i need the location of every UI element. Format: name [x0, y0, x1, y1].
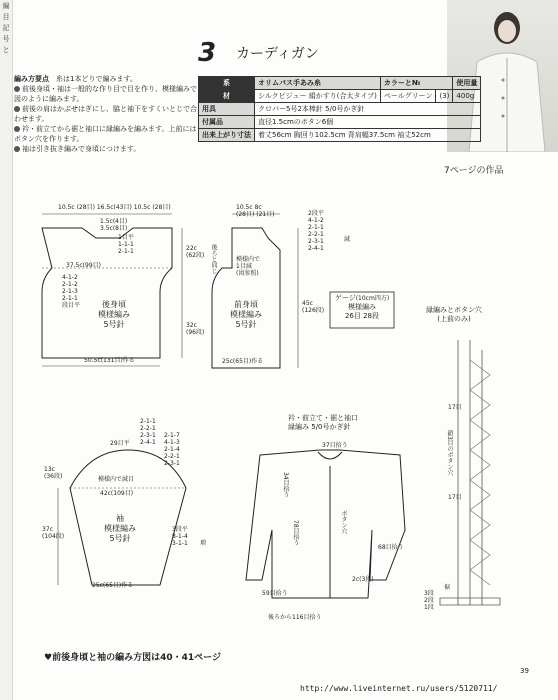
yarn-brand: オリムパス手あみ糸	[255, 77, 381, 90]
sleeve-cap-rows-2: 2-1-7 4-1-3 2-1-4 2-2-1 2-3-1	[164, 432, 180, 467]
back-neck-dims: 1.5c(4目) 3.5c(8目)	[100, 218, 128, 232]
tools-label: 用具	[199, 103, 255, 116]
notes-yarn-note: 糸は1本どりで編みます。	[56, 75, 137, 83]
front-cast-on: 25c(65目)作る	[222, 358, 264, 365]
strip-char: 編	[2, 2, 10, 10]
note-item: 前後の肩はかぶせはぎにし、脇と袖下をすくいとじで合わせます。	[14, 105, 197, 123]
hem-pick-front: 59目拾う	[262, 590, 288, 597]
yarn-quantity: 400g	[453, 90, 481, 103]
front-height: 45c (126段)	[302, 300, 325, 314]
buttonhole-label: ボタン穴	[340, 510, 347, 534]
tools-value: クロバー5号2本棒針 5/0号かぎ針	[255, 103, 481, 116]
strip-char: 目	[2, 13, 10, 21]
sleeve-cap-note: 模様内で減目	[98, 476, 135, 483]
buttonhole-chain-note: 鎖3目のボタン穴	[446, 430, 453, 476]
strip-char: 号	[2, 35, 10, 43]
front-body-label: 前身頃 模様編み 5号針	[230, 300, 262, 329]
buttonhole-corner: 裾	[444, 584, 451, 591]
sleeve-inc-label: 増	[200, 540, 207, 547]
gauge-label: ゲージ(10cm四方) 模様編み 26目 28段	[334, 294, 390, 320]
quantity-header: 使用量	[453, 77, 481, 90]
front-neck-dec: 減	[344, 236, 351, 243]
color-header: カラーと№	[380, 77, 453, 90]
sleeve-cap-height: 13c (36段)	[44, 466, 63, 480]
front-body-outline	[212, 228, 280, 368]
buttonhole-count-bottom: 17目	[448, 494, 462, 501]
size-value: 着丈56cm 胸回り102.5cm 背肩幅37.5cm 袖丈52cm	[255, 129, 481, 142]
front-pick-2: 78目拾う	[292, 520, 299, 546]
sleeve-cap-rows: 2-1-1 2-2-1 2-3-1 2-4-1	[140, 418, 156, 446]
back-width: 37.5c(99目)	[66, 262, 101, 269]
strip-char: と	[2, 46, 10, 54]
yarn-name: シルクピジュー 絹かすり(合太タイプ)	[255, 90, 381, 103]
yarn-color: ペールグリーン	[380, 90, 436, 103]
sleeve-label: 袖 模様編み 5号針	[104, 514, 136, 543]
source-url[interactable]: http://www.liveinternet.ru/users/5120711/	[300, 684, 498, 693]
page-number: 39	[520, 667, 529, 675]
sleeve-length: 37c (104段)	[42, 526, 65, 540]
note-item: 前後身頃・袖は一般的な作り目で目を作り、模様編みで図のように編みます。	[14, 85, 197, 103]
sleeve-top-rows: 29目平	[110, 440, 130, 447]
buttonhole-detail-title: 縁編みとボタン穴 (上前のみ)	[426, 306, 482, 323]
materials-label: 材	[199, 90, 255, 103]
cuff-width: 2c(3段)	[352, 576, 374, 583]
back-lower-height: 32c (96段)	[186, 322, 205, 336]
back-cast-on: 50.5c(131目)作る	[84, 357, 135, 364]
front-pick: 34目拾う	[282, 472, 289, 498]
notes-heading: 編み方要点	[14, 75, 49, 83]
size-label: 出来上がり寸法	[199, 129, 255, 142]
strip-char: 記	[2, 24, 10, 32]
collar-pick: 37目拾う	[322, 442, 348, 449]
back-neck-rows: 1目平 1-1-1 2-1-1	[118, 234, 134, 255]
notions-label: 付属品	[199, 116, 255, 129]
work-reference: 7ページの作品	[444, 166, 504, 176]
front-top-dim: 10.5c 8c (28目) (21目)	[236, 204, 275, 218]
front-side-note: 後ろと同じ	[210, 244, 217, 274]
collar-curve	[318, 452, 342, 459]
sleeve-cast-on: 25c(65目)作る	[92, 582, 134, 589]
cuff-pick: 68目拾う	[378, 544, 404, 551]
back-top-dim: 10.5c (28目) 16.5c(43目) 10.5c (28目)	[58, 204, 171, 211]
sleeve-inc-rows: 3段平 8-1-4 3-1-1	[172, 526, 188, 547]
hem-pick-back: 後ろから116目拾う	[268, 614, 322, 621]
pattern-title: カーディガン	[236, 46, 319, 62]
buttonhole-count-top: 17目	[448, 404, 462, 411]
materials-label: 系	[199, 77, 255, 90]
notions-value: 直径1.5cmのボタン6個	[255, 116, 481, 129]
sleeve-cap-width: 42c(109目)	[100, 490, 134, 497]
edging-garment-outline	[246, 450, 405, 598]
back-body-label: 後身頃 模様編み 5号針	[98, 300, 130, 329]
edging-title: 衿・前立て・裾と袖口 縁編み 5/0号かぎ針	[288, 414, 358, 431]
back-armhole-rows: 4-1-2 2-1-2 2-1-3 2-1-1 段目平	[62, 274, 81, 309]
buttonhole-rows: 3段 2段 1段	[424, 590, 434, 611]
note-item: 袖は引き抜き編みで身頃につけます。	[14, 144, 199, 154]
back-upper-height: 22c (62段)	[186, 245, 205, 259]
yarn-color-number: (3)	[436, 90, 453, 103]
footer-note: ♥前後身頃と袖の編み方図は40・41ページ	[44, 653, 221, 663]
front-neck-rows: 2段平 4-1-2 2-1-1 2-2-1 2-3-1 2-4-1	[308, 210, 324, 252]
pattern-number: 3	[198, 38, 217, 68]
note-item: 衿・前立てから裾と袖口に縁編みを編みます。上前にはボタン穴を作ります。	[14, 125, 197, 143]
front-center-note: 模様内で 1目減 (図参照)	[236, 256, 261, 277]
